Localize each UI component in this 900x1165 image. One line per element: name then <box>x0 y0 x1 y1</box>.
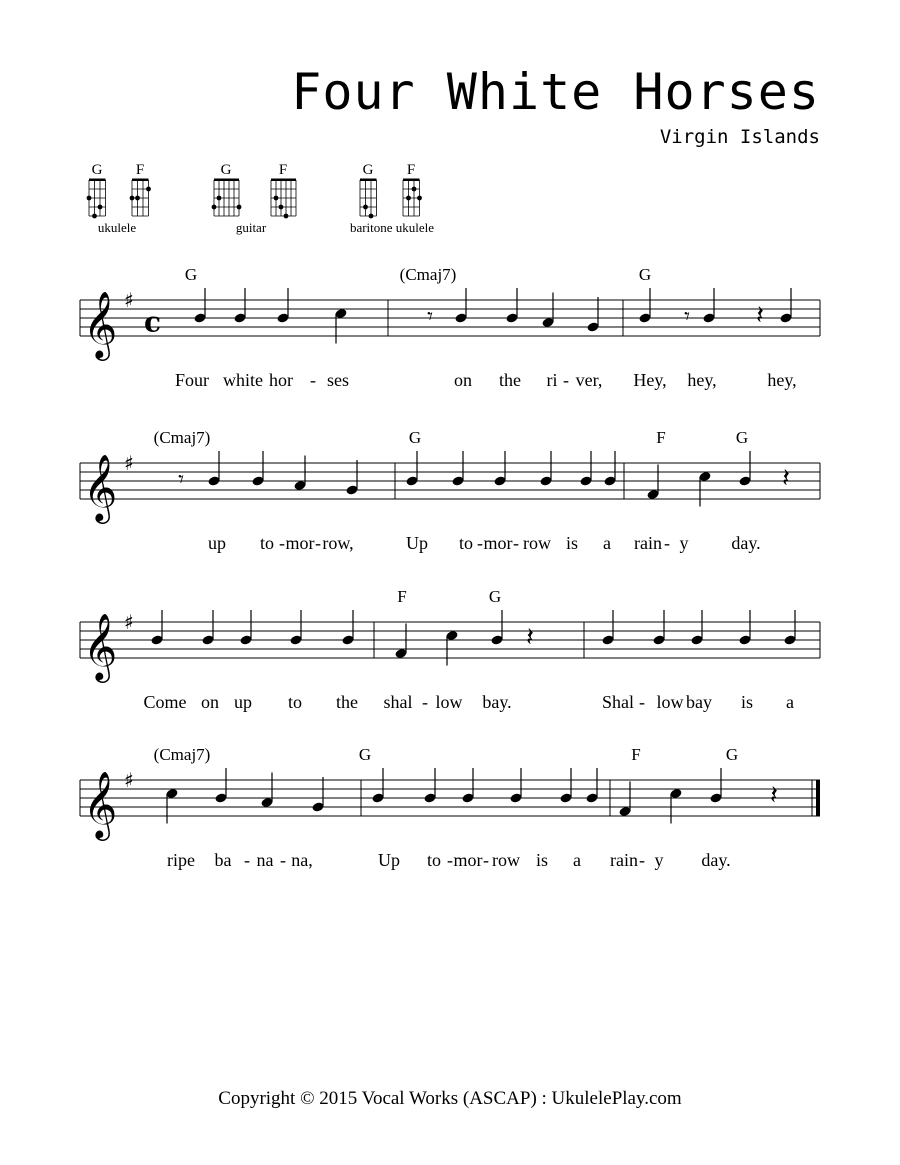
finger-dot <box>274 196 279 201</box>
chord-symbol: G <box>638 265 652 284</box>
nut <box>360 179 377 182</box>
lyric-syllable: Shal <box>601 692 635 712</box>
lyric-hyphen: - <box>244 850 250 870</box>
chord-symbol: (Cmaj7) <box>153 745 211 764</box>
lyric-syllable: is <box>535 850 549 870</box>
lyric-syllable: is <box>565 533 579 553</box>
note <box>165 788 178 824</box>
treble-clef-icon: 𝄞 <box>83 290 118 358</box>
chord-diagram-name: G <box>362 162 374 178</box>
lyric-syllable: Come <box>143 692 187 712</box>
note <box>618 782 631 818</box>
staff-system-4 <box>80 745 820 870</box>
finger-dot <box>417 196 422 201</box>
lyric-syllable: hor <box>269 370 293 390</box>
lyric-hyphen: - <box>563 370 569 390</box>
finger-dot <box>146 187 151 192</box>
finger-dot <box>363 205 368 210</box>
note <box>509 768 522 804</box>
chord-grid <box>130 162 151 216</box>
note <box>490 610 503 646</box>
chord-symbol: G <box>184 265 198 284</box>
finger-dot <box>87 196 92 201</box>
lyric-hyphen: - <box>310 370 316 390</box>
lyric-syllable: low <box>656 692 684 712</box>
note <box>341 610 354 646</box>
chord-symbol: G <box>358 745 372 764</box>
staff-system-1 <box>80 265 820 390</box>
lyric-syllable: to <box>426 850 442 870</box>
chord-grid <box>212 162 242 216</box>
eighth-rest-icon: 𝄾 <box>178 467 184 493</box>
lyric-syllable: Hey, <box>633 370 667 390</box>
lyric-syllable: up <box>208 533 226 553</box>
lyric-syllable: bay. <box>482 692 512 712</box>
chord-symbol: F <box>631 745 641 764</box>
finger-dot <box>130 196 135 201</box>
key-sharp-icon: ♯ <box>124 610 134 634</box>
note <box>652 610 665 646</box>
note <box>461 768 474 804</box>
lyric-syllable: hey, <box>687 370 717 390</box>
note <box>239 610 252 646</box>
lyric-syllable: y <box>654 850 664 870</box>
lyric-syllable: ripe <box>167 850 195 870</box>
treble-clef-icon: 𝄞 <box>83 453 118 521</box>
staff-system-2 <box>80 428 820 553</box>
quarter-rest-icon: 𝄽 <box>770 780 778 811</box>
chord-symbol: G <box>408 428 422 447</box>
finger-dot <box>217 196 222 201</box>
quarter-rest-icon: 𝄽 <box>782 463 790 494</box>
note <box>260 773 273 809</box>
chord-grid <box>87 162 106 218</box>
song-origin: Virgin Islands <box>659 126 820 148</box>
lyric-syllable: a <box>603 533 611 553</box>
finger-dot <box>212 205 217 210</box>
lyric-syllable: mor <box>483 533 513 553</box>
note <box>405 451 418 487</box>
lyric-syllable: mor <box>453 850 483 870</box>
lyric-syllable: day. <box>701 850 731 870</box>
lyric-hyphen: - <box>664 533 670 553</box>
chord-diagram-guitar <box>212 162 296 235</box>
note <box>493 451 506 487</box>
lyric-hyphen: - <box>477 533 483 553</box>
note <box>214 768 227 804</box>
note <box>207 451 220 487</box>
note <box>345 460 358 496</box>
finger-dot <box>284 214 289 219</box>
quarter-rest-icon: 𝄽 <box>526 622 534 653</box>
chord-diagram-baritone-ukulele <box>350 162 434 235</box>
instrument-label: ukulele <box>97 220 137 235</box>
lyric-syllable: row, <box>322 533 354 553</box>
note <box>150 610 163 646</box>
lyric-syllable: shal <box>383 692 413 712</box>
quarter-rest-icon: 𝄽 <box>756 300 764 331</box>
note <box>702 288 715 324</box>
lyric-syllable: is <box>740 692 754 712</box>
note <box>454 288 467 324</box>
chord-symbol: G <box>488 587 502 606</box>
eighth-rest-icon: 𝄾 <box>427 304 433 330</box>
note <box>783 610 796 646</box>
instrument-label: baritone ukulele <box>349 220 435 235</box>
treble-clef-icon: 𝄞 <box>83 612 118 680</box>
chord-diagram-name: F <box>406 162 416 178</box>
note <box>601 610 614 646</box>
finger-dot <box>135 196 140 201</box>
lyric-syllable: na <box>256 850 274 870</box>
lyric-syllable: to <box>458 533 474 553</box>
chord-diagram-name: G <box>91 162 103 178</box>
lyric-syllable: on <box>201 692 219 712</box>
lyric-hyphen: - <box>280 850 286 870</box>
lyric-syllable: ri <box>546 370 558 390</box>
lyric-hyphen: - <box>315 533 321 553</box>
chord-diagram-name: F <box>135 162 145 178</box>
treble-clef-icon: 𝄞 <box>83 770 118 838</box>
lyric-syllable: ver, <box>575 370 603 390</box>
note <box>451 451 464 487</box>
chord-grid <box>271 162 296 218</box>
note <box>423 768 436 804</box>
finger-dot <box>237 205 242 210</box>
note <box>579 451 592 487</box>
lyric-syllable: to <box>259 533 275 553</box>
finger-dot <box>98 205 103 210</box>
lyric-syllable: the <box>336 692 358 712</box>
lyric-syllable: Four <box>174 370 210 390</box>
lyric-syllable: row <box>523 533 551 553</box>
instrument-label: guitar <box>235 220 267 235</box>
lyric-hyphen: - <box>279 533 285 553</box>
chord-symbol: (Cmaj7) <box>153 428 211 447</box>
nut <box>89 179 106 182</box>
note <box>193 288 206 324</box>
note <box>541 293 554 329</box>
note <box>690 610 703 646</box>
lyric-syllable: ba <box>214 850 232 870</box>
finger-dot <box>92 214 97 219</box>
note <box>738 610 751 646</box>
lyric-syllable: ses <box>327 370 349 390</box>
chord-symbol: G <box>735 428 749 447</box>
lyric-syllable: bay <box>686 692 712 712</box>
note <box>669 788 682 824</box>
lyric-hyphen: - <box>513 533 519 553</box>
nut <box>271 179 296 182</box>
song-title: Four White Horses <box>291 63 820 121</box>
lyric-syllable: a <box>786 692 794 712</box>
note <box>233 288 246 324</box>
note <box>201 610 214 646</box>
lyric-hyphen: - <box>639 692 645 712</box>
note <box>779 288 792 324</box>
nut <box>214 179 239 182</box>
lyric-hyphen: - <box>447 850 453 870</box>
chord-symbol: F <box>397 587 407 606</box>
staff-systems <box>80 265 820 870</box>
note <box>289 610 302 646</box>
lyric-syllable: on <box>454 370 472 390</box>
lyric-syllable: white <box>223 370 263 390</box>
chord-symbol: (Cmaj7) <box>399 265 457 284</box>
note <box>394 624 407 660</box>
note <box>539 451 552 487</box>
note <box>445 630 458 666</box>
lyric-syllable: rain <box>610 850 638 870</box>
staff-system-3 <box>80 587 820 712</box>
finger-dot <box>279 205 284 210</box>
note <box>371 768 384 804</box>
note <box>505 288 518 324</box>
copyright-notice: Copyright © 2015 Vocal Works (ASCAP) : UkulelePlay.com <box>218 1088 682 1109</box>
eighth-rest-icon: 𝄾 <box>684 304 690 330</box>
lyric-syllable: to <box>287 692 303 712</box>
note <box>585 768 598 804</box>
lyric-syllable: na, <box>291 850 313 870</box>
note <box>586 297 599 333</box>
chord-symbol: G <box>725 745 739 764</box>
note <box>638 288 651 324</box>
note <box>276 288 289 324</box>
finger-dot <box>406 196 411 201</box>
lyric-hyphen: - <box>422 692 428 712</box>
common-time-icon: c <box>144 305 162 339</box>
note <box>311 777 324 813</box>
lyric-syllable: Up <box>378 850 400 870</box>
note <box>293 456 306 492</box>
lyric-syllable: up <box>234 692 252 712</box>
note <box>334 308 347 344</box>
chord-grid <box>360 162 377 218</box>
note <box>603 451 616 487</box>
chord-diagrams <box>87 162 435 235</box>
lyric-syllable: rain <box>634 533 662 553</box>
lyric-syllable: hey, <box>767 370 797 390</box>
note <box>738 451 751 487</box>
chord-diagram-name: G <box>220 162 232 178</box>
lyric-syllable: row <box>492 850 520 870</box>
note <box>251 451 264 487</box>
key-sharp-icon: ♯ <box>124 451 134 475</box>
lyric-hyphen: - <box>639 850 645 870</box>
note <box>646 465 659 501</box>
chord-grid <box>403 162 422 216</box>
lyric-syllable: low <box>435 692 463 712</box>
lyric-syllable: a <box>573 850 581 870</box>
lyric-hyphen: - <box>483 850 489 870</box>
note <box>698 471 711 507</box>
lyric-syllable: Up <box>406 533 428 553</box>
finger-dot <box>369 214 374 219</box>
chord-diagram-name: F <box>278 162 288 178</box>
chord-diagram-ukulele <box>87 162 151 235</box>
note <box>709 768 722 804</box>
final-thick-barline <box>816 780 820 816</box>
note <box>559 768 572 804</box>
nut <box>403 179 420 182</box>
key-sharp-icon: ♯ <box>124 288 134 312</box>
lyric-syllable: the <box>499 370 521 390</box>
nut <box>132 179 149 182</box>
lyric-syllable: day. <box>731 533 761 553</box>
key-sharp-icon: ♯ <box>124 768 134 792</box>
lyric-syllable: mor <box>285 533 315 553</box>
chord-symbol: F <box>656 428 666 447</box>
lyric-syllable: y <box>679 533 689 553</box>
finger-dot <box>412 187 417 192</box>
